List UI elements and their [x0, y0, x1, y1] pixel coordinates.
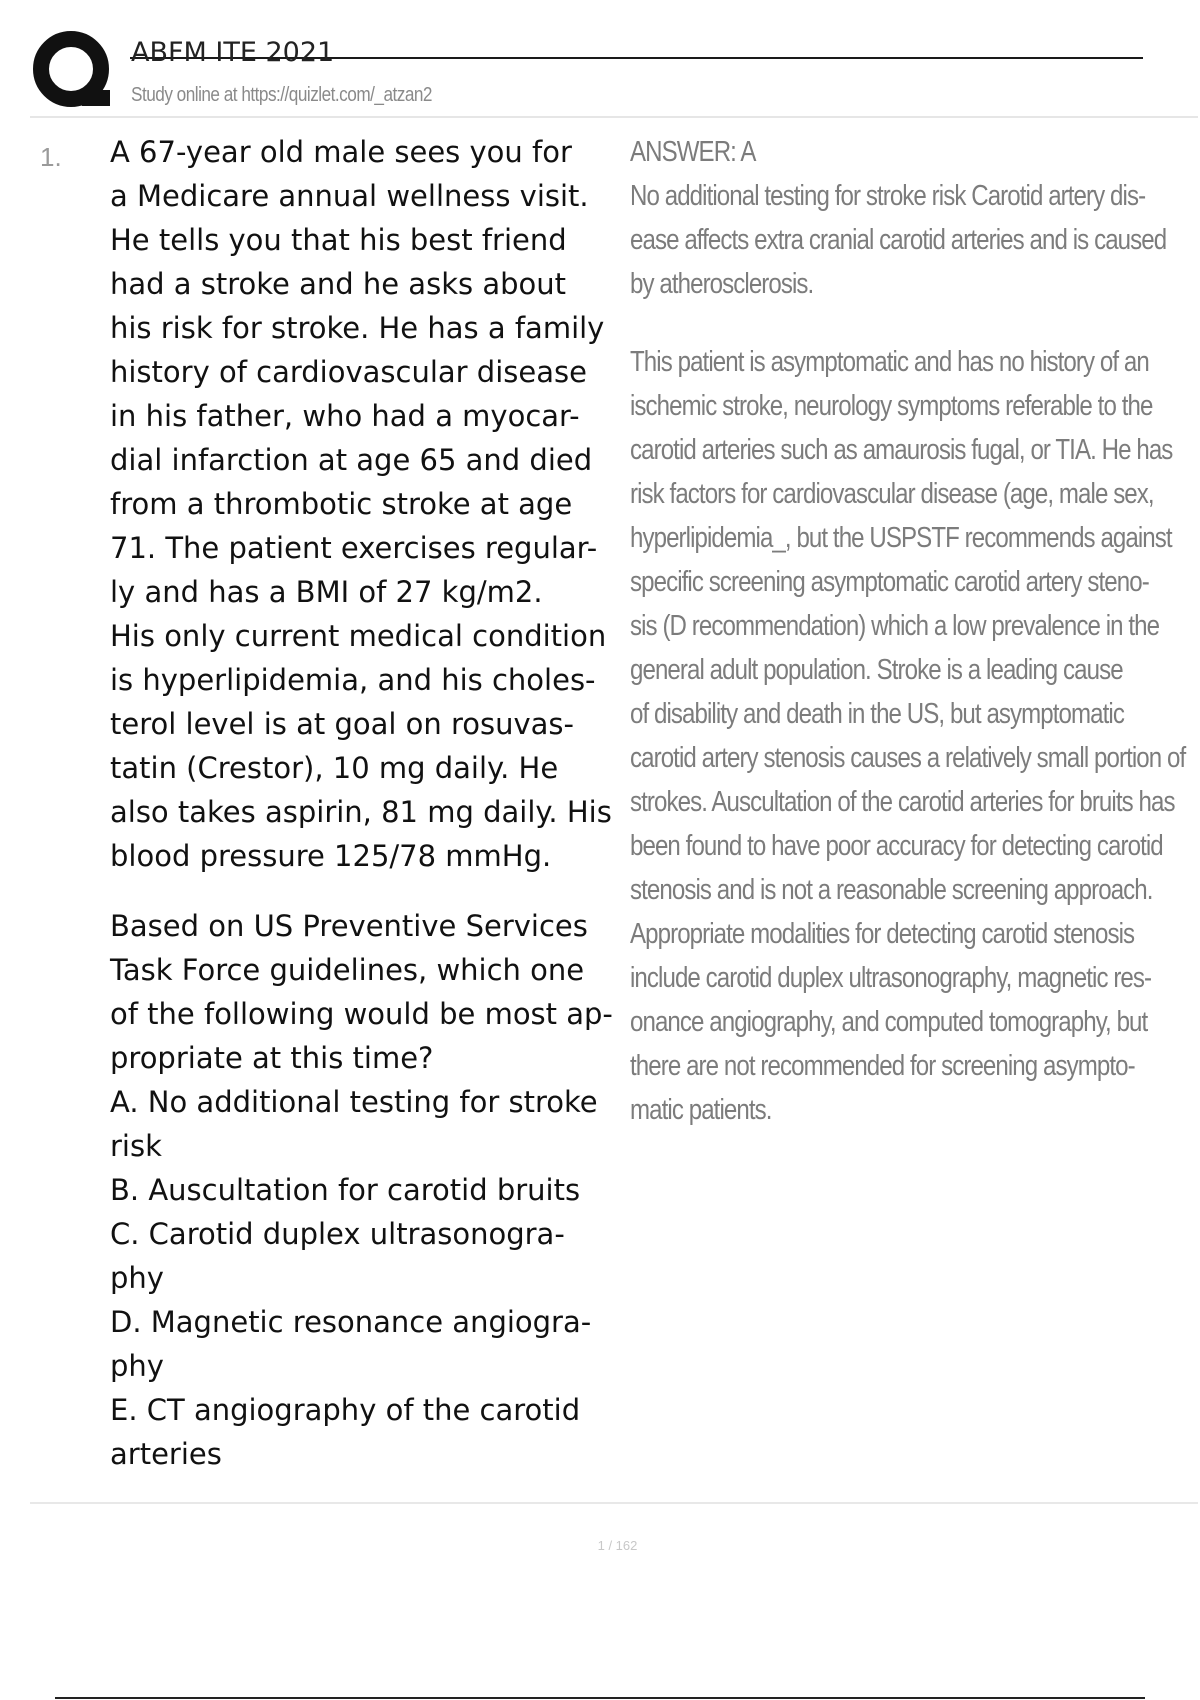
paragraph-gap: [630, 306, 1195, 340]
explanation-line: general adult population. Stroke is a leading cause: [630, 654, 1123, 686]
explanation-line: specific screening asymptomatic carotid artery steno-: [630, 566, 1149, 598]
explanation-line: ischemic stroke, neurology symptoms referable to the: [630, 390, 1153, 422]
option-a-continued: risk: [110, 1129, 162, 1163]
option-d: D. Magnetic resonance angiogra-: [110, 1305, 592, 1339]
option-e-continued: arteries: [110, 1437, 222, 1471]
question-line: A 67-year old male sees you for: [110, 135, 572, 169]
option-d-continued: phy: [110, 1349, 164, 1383]
question-line: He tells you that his best friend: [110, 223, 567, 257]
question-line: terol level is at goal on rosuvas-: [110, 707, 574, 741]
explanation-line: of disability and death in the US, but asymptomatic: [630, 698, 1124, 730]
explanation-line: been found to have poor accuracy for detecting carotid: [630, 830, 1163, 862]
answer-summary-line: by atherosclerosis.: [630, 268, 814, 300]
question-line: had a stroke and he asks about: [110, 267, 566, 301]
option-e: E. CT angiography of the carotid: [110, 1393, 581, 1427]
explanation-line: Appropriate modalities for detecting carotid stenosis: [630, 918, 1135, 950]
question-line: in his father, who had a myocar-: [110, 399, 580, 433]
prompt-line: of the following would be most ap-: [110, 997, 613, 1031]
question-text: [110, 130, 640, 1476]
prompt-line: Based on US Preventive Services: [110, 909, 588, 943]
prompt-line: Task Force guidelines, which one: [110, 953, 585, 987]
option-a: A. No additional testing for stroke: [110, 1085, 598, 1119]
answer-summary-line: ease affects extra cranial carotid arteries and is caused: [630, 224, 1167, 256]
explanation-line: This patient is asymptomatic and has no history of an: [630, 346, 1149, 378]
question-line: from a thrombotic stroke at age: [110, 487, 573, 521]
prompt-line: propriate at this time?: [110, 1041, 434, 1075]
explanation-line: matic patients.: [630, 1094, 772, 1126]
question-line: dial infarction at age 65 and died: [110, 443, 593, 477]
question-line: 71. The patient exercises regular-: [110, 531, 598, 565]
question-line: tatin (Crestor), 10 mg daily. He: [110, 751, 559, 785]
page-bottom-rule: [55, 1697, 1145, 1699]
question-line: a Medicare annual wellness visit.: [110, 179, 589, 213]
quizlet-logo-icon: [32, 30, 114, 112]
option-b: B. Auscultation for carotid bruits: [110, 1173, 581, 1207]
document-title: ABFM ITE 2021: [131, 37, 335, 68]
option-c: C. Carotid duplex ultrasonogra-: [110, 1217, 565, 1251]
question-line: ly and has a BMI of 27 kg/m2.: [110, 575, 543, 609]
question-line: history of cardiovascular disease: [110, 355, 587, 389]
explanation-line: risk factors for cardiovascular disease (age, male sex,: [630, 478, 1154, 510]
explanation-line: strokes. Auscultation of the carotid arteries for bruits has: [630, 786, 1175, 818]
question-number: 1.: [40, 142, 62, 172]
page-number: 1 / 162: [597, 1538, 638, 1553]
answer-summary-line: No additional testing for stroke risk Carotid artery dis-: [630, 180, 1146, 212]
question-line: His only current medical condition: [110, 619, 607, 653]
study-link-text: Study online at https://quizlet.com/_atzan2: [131, 84, 432, 106]
question-line: blood pressure 125/78 mmHg.: [110, 839, 552, 873]
header-divider: [30, 116, 1198, 118]
question-line: also takes aspirin, 81 mg daily. His: [110, 795, 612, 829]
question-line: his risk for stroke. He has a family: [110, 311, 605, 345]
answer-text: [630, 130, 1195, 1132]
explanation-line: include carotid duplex ultrasonography, magnetic res-: [630, 962, 1152, 994]
paragraph-gap: [110, 878, 640, 904]
option-c-continued: phy: [110, 1261, 164, 1295]
explanation-line: there are not recommended for screening asympto-: [630, 1050, 1135, 1082]
answer-label: ANSWER: A: [630, 136, 756, 168]
explanation-line: sis (D recommendation) which a low prevalence in the: [630, 610, 1160, 642]
explanation-line: hyperlipidemia_, but the USPSTF recommends against: [630, 522, 1172, 554]
question-line: is hyperlipidemia, and his choles-: [110, 663, 596, 697]
footer-divider: [30, 1502, 1198, 1504]
explanation-line: carotid artery stenosis causes a relatively small portion of: [630, 742, 1186, 774]
explanation-line: onance angiography, and computed tomography, but: [630, 1006, 1148, 1038]
explanation-line: carotid arteries such as amaurosis fugal, or TIA. He has: [630, 434, 1173, 466]
explanation-line: stenosis and is not a reasonable screening approach.: [630, 874, 1153, 906]
